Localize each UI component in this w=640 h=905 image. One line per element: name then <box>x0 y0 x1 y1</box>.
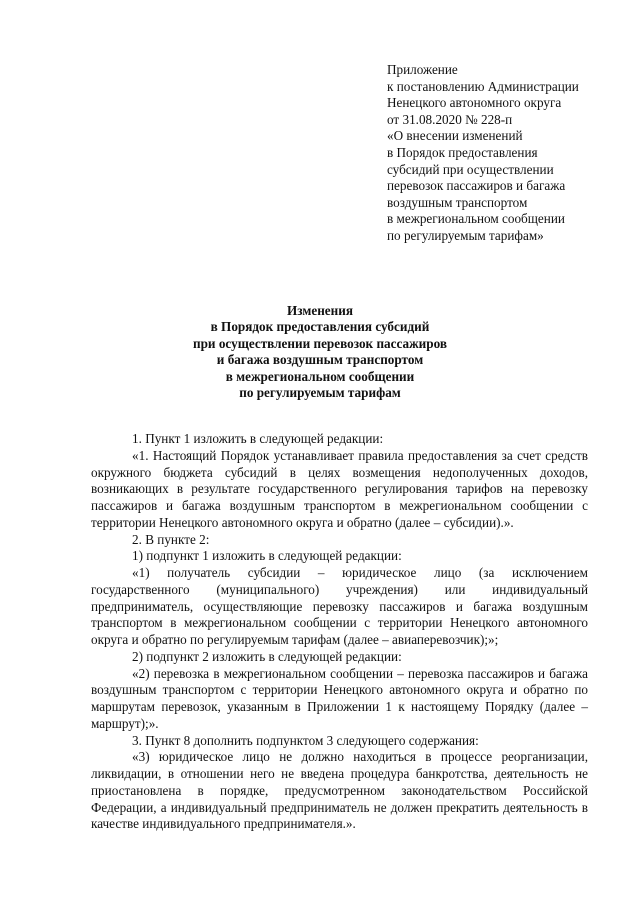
title-line: по регулируемым тарифам <box>239 385 401 401</box>
body-paragraph: 2. В пункте 2: <box>132 531 210 547</box>
title-line: Изменения <box>287 303 353 318</box>
body-paragraph: «1. Настоящий Порядок устанавливает правила предоставления за счет средств окружного бюджета субсидий в целях возмещения недополученных доходов, возникающих в результате государственного регулирования тарифов на перевозку пассажиров и багажа воздушным транспортом в межрегиональном сообщении с территории Ненецкого автономного округа и обратно (далее – субсидии).». <box>91 447 588 530</box>
title-line: в межрегиональном сообщении <box>225 368 415 384</box>
appendix-line: перевозок пассажиров и багажа <box>387 178 566 194</box>
appendix-line: в межрегиональном сообщении <box>387 211 565 227</box>
appendix-line: «О внесении изменений <box>387 128 523 144</box>
appendix-line: Ненецкого автономного округа <box>387 95 562 111</box>
appendix-block <box>387 62 627 245</box>
appendix-line: по регулируемым тарифам» <box>387 227 544 243</box>
appendix-line: к постановлению Администрации <box>387 78 579 94</box>
body-paragraph: 1. Пункт 1 изложить в следующей редакции: <box>132 431 384 446</box>
appendix-line: от 31.08.2020 № 228-п <box>387 111 513 127</box>
body-paragraph: 2) подпункт 2 изложить в следующей редакции: <box>132 648 402 664</box>
body-paragraph: «1) получатель субсидии – юридическое лицо (за исключением государственного (муниципального) учреждения) или индивидуальный предприниматель, осуществляющие перевозку пассажиров и багажа воздушным транспортом в межрегиональном сообщении с территории Ненецкого автономного округа и обратно по регулируемым тарифам (далее – авиаперевозчик);»; <box>91 565 588 647</box>
body-paragraph: 3. Пункт 8 дополнить подпунктом 3 следующего содержания: <box>132 732 479 748</box>
title-line: и багажа воздушным транспортом <box>216 352 424 368</box>
appendix-line: в Порядок предоставления <box>387 144 538 160</box>
body-paragraph: «2) перевозка в межрегиональном сообщении – перевозка пассажиров и багажа воздушным транспортом с территории Ненецкого автономного округа и обратно по маршрутам перевозок, указанным в Приложении 1 к настоящему Порядку (далее – маршрут);». <box>91 665 588 731</box>
body-paragraph: «3) юридическое лицо не должно находиться в процессе реорганизации, ликвидации, в отношении него не введена процедура банкротства, деятельность не приостановлена в порядке, предусмотренном законодательством Российской Федерации, а индивидуальный предприниматель не должен прекратить деятельность в качестве индивидуального предпринимателя.». <box>91 749 588 832</box>
document-body <box>91 431 588 833</box>
document-title <box>90 303 550 401</box>
appendix-line: воздушным транспортом <box>387 194 528 210</box>
title-line: при осуществлении перевозок пассажиров <box>193 335 447 351</box>
body-paragraph: 1) подпункт 1 изложить в следующей редакции: <box>132 548 402 564</box>
appendix-line: Приложение <box>387 62 458 77</box>
title-line: в Порядок предоставления субсидий <box>210 319 430 335</box>
appendix-line: субсидий при осуществлении <box>387 161 554 177</box>
